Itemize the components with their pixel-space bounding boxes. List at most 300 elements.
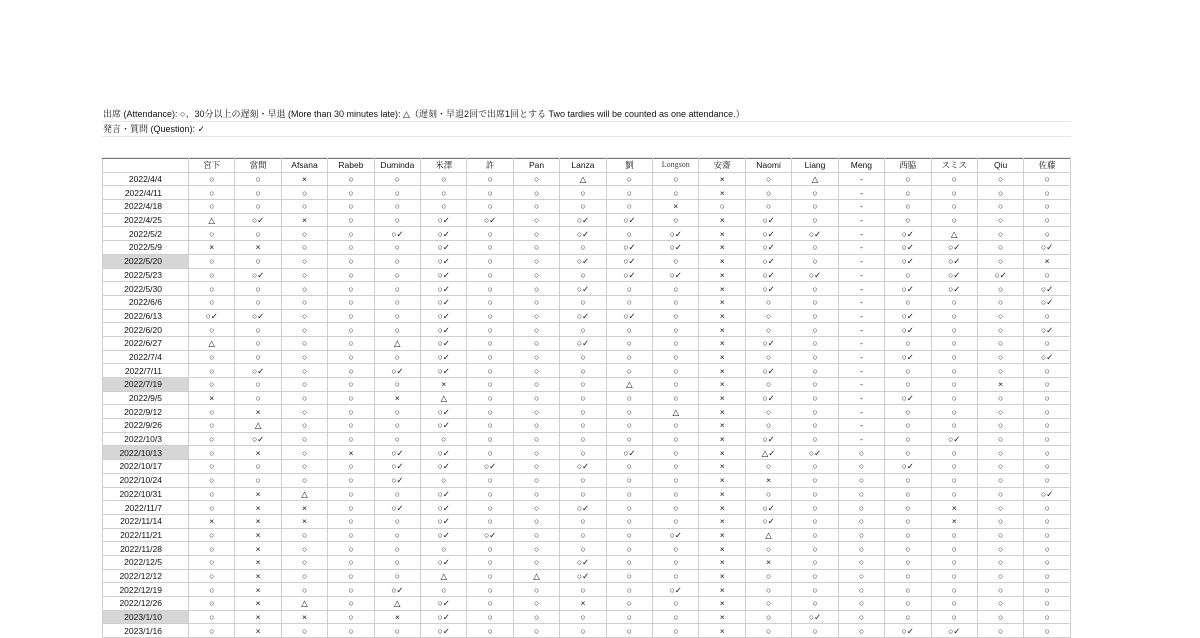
attendance-cell[interactable]: ○: [281, 460, 327, 474]
attendance-cell[interactable]: ○: [189, 624, 235, 638]
attendance-cell[interactable]: ○: [1024, 186, 1071, 200]
attendance-cell[interactable]: ○: [421, 172, 467, 186]
attendance-cell[interactable]: ○: [977, 309, 1023, 323]
attendance-cell[interactable]: ○: [792, 514, 838, 528]
attendance-cell[interactable]: ○: [885, 610, 931, 624]
attendance-cell[interactable]: ○: [885, 597, 931, 611]
attendance-cell[interactable]: ○: [1024, 200, 1071, 214]
attendance-cell[interactable]: ○: [931, 419, 977, 433]
attendance-cell[interactable]: ○: [1024, 528, 1071, 542]
attendance-cell[interactable]: ○✓: [792, 268, 838, 282]
attendance-cell[interactable]: ×: [699, 323, 745, 337]
attendance-cell[interactable]: ○: [281, 254, 327, 268]
attendance-cell[interactable]: ○: [281, 419, 327, 433]
attendance-cell[interactable]: ○: [374, 514, 420, 528]
attendance-cell[interactable]: ○: [281, 391, 327, 405]
attendance-cell[interactable]: ○✓: [931, 282, 977, 296]
attendance-cell[interactable]: ○: [931, 542, 977, 556]
attendance-cell[interactable]: ○: [977, 254, 1023, 268]
attendance-cell[interactable]: ○: [1024, 227, 1071, 241]
attendance-cell[interactable]: ○: [792, 200, 838, 214]
attendance-cell[interactable]: ○: [838, 610, 884, 624]
attendance-cell[interactable]: ○: [467, 172, 513, 186]
attendance-cell[interactable]: ×: [699, 432, 745, 446]
attendance-cell[interactable]: ○: [931, 460, 977, 474]
attendance-cell[interactable]: ○: [792, 323, 838, 337]
date-cell[interactable]: 2022/6/6: [103, 295, 189, 309]
attendance-cell[interactable]: ○: [513, 624, 559, 638]
attendance-cell[interactable]: ○: [653, 569, 699, 583]
attendance-cell[interactable]: ○: [838, 487, 884, 501]
attendance-cell[interactable]: ○: [189, 350, 235, 364]
attendance-cell[interactable]: ○: [1024, 309, 1071, 323]
attendance-cell[interactable]: ○: [189, 542, 235, 556]
attendance-cell[interactable]: ×: [699, 405, 745, 419]
attendance-cell[interactable]: ○: [1024, 473, 1071, 487]
attendance-cell[interactable]: ○: [281, 378, 327, 392]
attendance-cell[interactable]: ○: [421, 583, 467, 597]
attendance-cell[interactable]: ○: [560, 583, 606, 597]
attendance-cell[interactable]: ○: [513, 213, 559, 227]
attendance-cell[interactable]: ○: [374, 555, 420, 569]
attendance-cell[interactable]: ○: [977, 350, 1023, 364]
attendance-cell[interactable]: ×: [699, 610, 745, 624]
attendance-cell[interactable]: ○: [792, 336, 838, 350]
date-cell[interactable]: 2022/12/26: [103, 597, 189, 611]
attendance-cell[interactable]: ○: [977, 405, 1023, 419]
attendance-cell[interactable]: ○: [1024, 446, 1071, 460]
attendance-cell[interactable]: ○✓: [792, 610, 838, 624]
attendance-cell[interactable]: ○: [328, 378, 374, 392]
attendance-cell[interactable]: ○: [421, 473, 467, 487]
attendance-cell[interactable]: ×: [699, 473, 745, 487]
attendance-cell[interactable]: ○: [374, 213, 420, 227]
attendance-cell[interactable]: ○: [560, 446, 606, 460]
attendance-cell[interactable]: ○: [977, 583, 1023, 597]
date-cell[interactable]: 2022/10/3: [103, 432, 189, 446]
attendance-cell[interactable]: ○: [467, 282, 513, 296]
column-header[interactable]: Afsana: [281, 159, 327, 173]
attendance-cell[interactable]: ○: [977, 213, 1023, 227]
attendance-cell[interactable]: ○: [235, 254, 281, 268]
attendance-cell[interactable]: ○: [931, 446, 977, 460]
attendance-cell[interactable]: ○: [560, 473, 606, 487]
attendance-cell[interactable]: ○✓: [885, 350, 931, 364]
attendance-cell[interactable]: ○: [328, 405, 374, 419]
attendance-cell[interactable]: ○: [560, 378, 606, 392]
attendance-cell[interactable]: ○: [606, 350, 652, 364]
attendance-cell[interactable]: ○✓: [885, 241, 931, 255]
attendance-cell[interactable]: ○✓: [467, 460, 513, 474]
attendance-cell[interactable]: ○: [838, 501, 884, 515]
attendance-cell[interactable]: ○: [838, 583, 884, 597]
attendance-cell[interactable]: -: [838, 323, 884, 337]
date-cell[interactable]: 2022/11/7: [103, 501, 189, 515]
attendance-cell[interactable]: ○: [189, 419, 235, 433]
attendance-cell[interactable]: ○: [281, 295, 327, 309]
attendance-cell[interactable]: ○: [560, 200, 606, 214]
attendance-cell[interactable]: ○: [281, 323, 327, 337]
column-header[interactable]: Naomi: [745, 159, 791, 173]
attendance-cell[interactable]: ○: [885, 364, 931, 378]
attendance-cell[interactable]: ×: [1024, 254, 1071, 268]
attendance-cell[interactable]: ○: [328, 227, 374, 241]
attendance-cell[interactable]: ○: [513, 432, 559, 446]
attendance-cell[interactable]: ○: [189, 323, 235, 337]
attendance-cell[interactable]: ○: [328, 542, 374, 556]
attendance-cell[interactable]: ×: [235, 542, 281, 556]
attendance-cell[interactable]: ○✓: [1024, 282, 1071, 296]
attendance-cell[interactable]: ○✓: [421, 419, 467, 433]
attendance-cell[interactable]: ○: [606, 501, 652, 515]
date-cell[interactable]: 2022/11/21: [103, 528, 189, 542]
attendance-cell[interactable]: ×: [931, 501, 977, 515]
attendance-cell[interactable]: ○: [653, 378, 699, 392]
attendance-cell[interactable]: ○: [281, 200, 327, 214]
column-header[interactable]: 劉: [606, 159, 652, 173]
attendance-cell[interactable]: ○✓: [653, 528, 699, 542]
attendance-cell[interactable]: ○✓: [421, 364, 467, 378]
attendance-cell[interactable]: ○: [931, 610, 977, 624]
attendance-cell[interactable]: ○: [653, 473, 699, 487]
attendance-cell[interactable]: ○✓: [885, 391, 931, 405]
attendance-cell[interactable]: ○: [1024, 268, 1071, 282]
attendance-cell[interactable]: ○: [1024, 405, 1071, 419]
attendance-cell[interactable]: ○✓: [1024, 241, 1071, 255]
attendance-cell[interactable]: ○: [374, 432, 420, 446]
attendance-cell[interactable]: ○: [513, 391, 559, 405]
attendance-cell[interactable]: ○: [560, 405, 606, 419]
attendance-cell[interactable]: ○: [235, 227, 281, 241]
attendance-cell[interactable]: ○: [1024, 610, 1071, 624]
attendance-cell[interactable]: ○✓: [560, 254, 606, 268]
attendance-cell[interactable]: ○: [977, 186, 1023, 200]
attendance-cell[interactable]: ○: [189, 501, 235, 515]
attendance-cell[interactable]: ○: [189, 528, 235, 542]
attendance-cell[interactable]: ○: [328, 391, 374, 405]
attendance-cell[interactable]: ○: [792, 555, 838, 569]
attendance-cell[interactable]: ○✓: [421, 624, 467, 638]
attendance-cell[interactable]: ×: [699, 419, 745, 433]
attendance-cell[interactable]: ○: [235, 282, 281, 296]
attendance-cell[interactable]: ○: [792, 419, 838, 433]
attendance-cell[interactable]: ○: [374, 323, 420, 337]
attendance-cell[interactable]: ○✓: [606, 446, 652, 460]
attendance-cell[interactable]: ○: [606, 432, 652, 446]
attendance-cell[interactable]: ○: [467, 336, 513, 350]
date-cell[interactable]: 2022/6/27: [103, 336, 189, 350]
attendance-cell[interactable]: -: [838, 268, 884, 282]
attendance-cell[interactable]: ×: [653, 200, 699, 214]
attendance-cell[interactable]: ○: [885, 528, 931, 542]
attendance-cell[interactable]: -: [838, 227, 884, 241]
attendance-cell[interactable]: ○✓: [189, 309, 235, 323]
attendance-cell[interactable]: ○: [653, 501, 699, 515]
attendance-cell[interactable]: ○: [235, 172, 281, 186]
attendance-cell[interactable]: ○: [931, 350, 977, 364]
attendance-cell[interactable]: ○: [931, 391, 977, 405]
date-cell[interactable]: 2022/10/31: [103, 487, 189, 501]
attendance-cell[interactable]: ○: [189, 268, 235, 282]
attendance-cell[interactable]: ○: [931, 555, 977, 569]
attendance-cell[interactable]: ○: [792, 597, 838, 611]
attendance-cell[interactable]: ○✓: [421, 336, 467, 350]
attendance-cell[interactable]: ○: [513, 350, 559, 364]
attendance-cell[interactable]: ○: [328, 364, 374, 378]
attendance-cell[interactable]: ○: [513, 268, 559, 282]
attendance-cell[interactable]: ×: [235, 610, 281, 624]
attendance-cell[interactable]: ○: [281, 336, 327, 350]
attendance-cell[interactable]: ○: [281, 227, 327, 241]
attendance-cell[interactable]: ○: [977, 610, 1023, 624]
attendance-cell[interactable]: ○: [513, 446, 559, 460]
attendance-cell[interactable]: ○: [1024, 419, 1071, 433]
attendance-cell[interactable]: ○: [374, 254, 420, 268]
date-cell[interactable]: 2022/11/28: [103, 542, 189, 556]
attendance-cell[interactable]: ○: [1024, 172, 1071, 186]
attendance-cell[interactable]: ○: [374, 295, 420, 309]
attendance-cell[interactable]: ×: [699, 542, 745, 556]
attendance-cell[interactable]: ○: [467, 364, 513, 378]
attendance-cell[interactable]: ○: [235, 323, 281, 337]
date-cell[interactable]: 2022/6/13: [103, 309, 189, 323]
attendance-cell[interactable]: ○✓: [421, 487, 467, 501]
attendance-cell[interactable]: ○: [513, 419, 559, 433]
attendance-cell[interactable]: ○: [1024, 460, 1071, 474]
attendance-cell[interactable]: ○: [560, 268, 606, 282]
attendance-cell[interactable]: ×: [235, 446, 281, 460]
attendance-cell[interactable]: ○: [235, 295, 281, 309]
attendance-cell[interactable]: ○: [467, 241, 513, 255]
attendance-cell[interactable]: △: [421, 391, 467, 405]
attendance-cell[interactable]: ○✓: [653, 241, 699, 255]
attendance-cell[interactable]: ○: [931, 473, 977, 487]
column-header[interactable]: 米澤: [421, 159, 467, 173]
date-cell[interactable]: 2022/6/20: [103, 323, 189, 337]
attendance-cell[interactable]: ○: [328, 487, 374, 501]
attendance-cell[interactable]: ○: [931, 186, 977, 200]
attendance-cell[interactable]: ○✓: [745, 501, 791, 515]
attendance-cell[interactable]: ○: [328, 610, 374, 624]
attendance-cell[interactable]: ○: [513, 555, 559, 569]
attendance-cell[interactable]: -: [838, 295, 884, 309]
attendance-cell[interactable]: ○: [513, 501, 559, 515]
attendance-cell[interactable]: ○: [467, 295, 513, 309]
attendance-cell[interactable]: ○: [838, 446, 884, 460]
attendance-cell[interactable]: △: [745, 528, 791, 542]
attendance-cell[interactable]: ○: [838, 624, 884, 638]
attendance-cell[interactable]: ○✓: [421, 501, 467, 515]
attendance-cell[interactable]: ○: [467, 323, 513, 337]
attendance-cell[interactable]: ○: [653, 487, 699, 501]
attendance-cell[interactable]: ○✓: [421, 309, 467, 323]
attendance-cell[interactable]: ○: [885, 555, 931, 569]
attendance-cell[interactable]: ○: [421, 432, 467, 446]
attendance-cell[interactable]: ○✓: [885, 227, 931, 241]
attendance-cell[interactable]: ×: [235, 569, 281, 583]
attendance-cell[interactable]: ○: [189, 583, 235, 597]
attendance-cell[interactable]: ○: [328, 200, 374, 214]
attendance-cell[interactable]: ○: [189, 432, 235, 446]
attendance-cell[interactable]: ×: [699, 350, 745, 364]
date-cell[interactable]: 2022/4/25: [103, 213, 189, 227]
attendance-cell[interactable]: △✓: [745, 446, 791, 460]
column-header[interactable]: Rabeb: [328, 159, 374, 173]
attendance-cell[interactable]: ○✓: [560, 569, 606, 583]
attendance-cell[interactable]: ○: [931, 583, 977, 597]
attendance-cell[interactable]: ○: [328, 624, 374, 638]
attendance-cell[interactable]: ○: [838, 597, 884, 611]
attendance-cell[interactable]: ○: [513, 282, 559, 296]
attendance-cell[interactable]: ○: [606, 405, 652, 419]
attendance-cell[interactable]: ○: [328, 583, 374, 597]
attendance-cell[interactable]: ○: [977, 295, 1023, 309]
attendance-cell[interactable]: ○: [931, 405, 977, 419]
attendance-cell[interactable]: ○: [931, 569, 977, 583]
attendance-cell[interactable]: ○: [281, 405, 327, 419]
attendance-cell[interactable]: △: [421, 569, 467, 583]
attendance-cell[interactable]: ○: [328, 569, 374, 583]
attendance-cell[interactable]: ○: [467, 405, 513, 419]
attendance-cell[interactable]: ○✓: [885, 282, 931, 296]
attendance-cell[interactable]: ×: [189, 514, 235, 528]
attendance-cell[interactable]: ○: [513, 378, 559, 392]
attendance-cell[interactable]: ○: [838, 528, 884, 542]
attendance-cell[interactable]: ○✓: [560, 213, 606, 227]
date-cell[interactable]: 2022/10/13: [103, 446, 189, 460]
attendance-cell[interactable]: ○: [560, 542, 606, 556]
attendance-cell[interactable]: ○: [328, 172, 374, 186]
attendance-cell[interactable]: ○✓: [421, 323, 467, 337]
attendance-cell[interactable]: ○✓: [653, 583, 699, 597]
attendance-cell[interactable]: ×: [235, 528, 281, 542]
attendance-cell[interactable]: ×: [699, 446, 745, 460]
attendance-cell[interactable]: ○: [281, 364, 327, 378]
attendance-cell[interactable]: ○✓: [885, 624, 931, 638]
attendance-cell[interactable]: ○: [977, 282, 1023, 296]
attendance-cell[interactable]: ○: [374, 268, 420, 282]
attendance-cell[interactable]: ○: [653, 597, 699, 611]
attendance-cell[interactable]: ○: [374, 350, 420, 364]
attendance-cell[interactable]: ×: [281, 172, 327, 186]
attendance-cell[interactable]: ○: [606, 555, 652, 569]
attendance-cell[interactable]: ○✓: [606, 309, 652, 323]
attendance-cell[interactable]: ○: [977, 624, 1023, 638]
attendance-cell[interactable]: ○: [560, 364, 606, 378]
attendance-cell[interactable]: ○: [792, 282, 838, 296]
attendance-cell[interactable]: ○✓: [421, 350, 467, 364]
attendance-cell[interactable]: ○✓: [745, 213, 791, 227]
attendance-cell[interactable]: ○✓: [467, 213, 513, 227]
attendance-cell[interactable]: ○✓: [606, 254, 652, 268]
attendance-cell[interactable]: ○: [281, 350, 327, 364]
attendance-cell[interactable]: ○: [977, 514, 1023, 528]
attendance-cell[interactable]: ×: [699, 172, 745, 186]
attendance-cell[interactable]: ○✓: [421, 610, 467, 624]
attendance-cell[interactable]: ○: [606, 172, 652, 186]
attendance-cell[interactable]: ×: [699, 391, 745, 405]
attendance-cell[interactable]: ○✓: [885, 323, 931, 337]
attendance-cell[interactable]: ○: [513, 254, 559, 268]
attendance-cell[interactable]: ×: [699, 378, 745, 392]
attendance-cell[interactable]: ○: [189, 460, 235, 474]
attendance-cell[interactable]: ×: [328, 446, 374, 460]
attendance-cell[interactable]: ×: [281, 610, 327, 624]
attendance-cell[interactable]: ○: [606, 391, 652, 405]
attendance-cell[interactable]: ○✓: [745, 254, 791, 268]
attendance-cell[interactable]: ○✓: [421, 460, 467, 474]
attendance-cell[interactable]: ×: [699, 268, 745, 282]
attendance-cell[interactable]: ○: [513, 200, 559, 214]
attendance-cell[interactable]: ○: [513, 514, 559, 528]
attendance-cell[interactable]: ○✓: [374, 501, 420, 515]
attendance-cell[interactable]: ○✓: [745, 364, 791, 378]
attendance-cell[interactable]: ○: [467, 583, 513, 597]
attendance-cell[interactable]: ○: [328, 323, 374, 337]
column-header[interactable]: 安齋: [699, 159, 745, 173]
attendance-cell[interactable]: ○✓: [745, 432, 791, 446]
attendance-cell[interactable]: ○: [374, 200, 420, 214]
attendance-cell[interactable]: ○: [931, 323, 977, 337]
attendance-cell[interactable]: -: [838, 282, 884, 296]
column-header[interactable]: 許: [467, 159, 513, 173]
date-cell[interactable]: 2022/12/12: [103, 569, 189, 583]
attendance-cell[interactable]: ○: [189, 254, 235, 268]
attendance-cell[interactable]: ○: [606, 597, 652, 611]
attendance-cell[interactable]: ○: [513, 542, 559, 556]
attendance-cell[interactable]: △: [560, 172, 606, 186]
attendance-cell[interactable]: ○: [745, 542, 791, 556]
attendance-cell[interactable]: ○✓: [421, 528, 467, 542]
attendance-cell[interactable]: ○: [189, 364, 235, 378]
attendance-cell[interactable]: ○: [374, 378, 420, 392]
attendance-cell[interactable]: ○: [281, 446, 327, 460]
date-cell[interactable]: 2022/12/5: [103, 555, 189, 569]
attendance-cell[interactable]: ○: [653, 432, 699, 446]
attendance-cell[interactable]: ○: [745, 597, 791, 611]
attendance-cell[interactable]: ○✓: [792, 446, 838, 460]
attendance-cell[interactable]: ○: [467, 391, 513, 405]
attendance-cell[interactable]: ○: [885, 583, 931, 597]
attendance-cell[interactable]: ○: [513, 241, 559, 255]
attendance-cell[interactable]: ○: [838, 460, 884, 474]
attendance-cell[interactable]: ○: [745, 487, 791, 501]
attendance-cell[interactable]: ○: [745, 200, 791, 214]
attendance-cell[interactable]: ○✓: [421, 268, 467, 282]
attendance-cell[interactable]: ○: [885, 487, 931, 501]
column-header[interactable]: 佐藤: [1024, 159, 1071, 173]
attendance-cell[interactable]: ○: [328, 514, 374, 528]
attendance-cell[interactable]: ×: [699, 227, 745, 241]
attendance-cell[interactable]: ○: [513, 364, 559, 378]
attendance-cell[interactable]: ○: [606, 227, 652, 241]
attendance-cell[interactable]: ○: [328, 309, 374, 323]
attendance-cell[interactable]: ○: [792, 378, 838, 392]
attendance-cell[interactable]: ○: [560, 487, 606, 501]
attendance-cell[interactable]: ○: [653, 624, 699, 638]
date-cell[interactable]: 2022/4/11: [103, 186, 189, 200]
attendance-cell[interactable]: ○✓: [931, 624, 977, 638]
attendance-cell[interactable]: ○: [653, 350, 699, 364]
attendance-cell[interactable]: ○: [513, 487, 559, 501]
attendance-cell[interactable]: ○: [653, 542, 699, 556]
attendance-cell[interactable]: ○: [653, 610, 699, 624]
attendance-cell[interactable]: ○: [931, 528, 977, 542]
attendance-cell[interactable]: ○: [792, 624, 838, 638]
attendance-cell[interactable]: ○: [513, 460, 559, 474]
attendance-cell[interactable]: △: [235, 419, 281, 433]
attendance-cell[interactable]: ×: [235, 241, 281, 255]
